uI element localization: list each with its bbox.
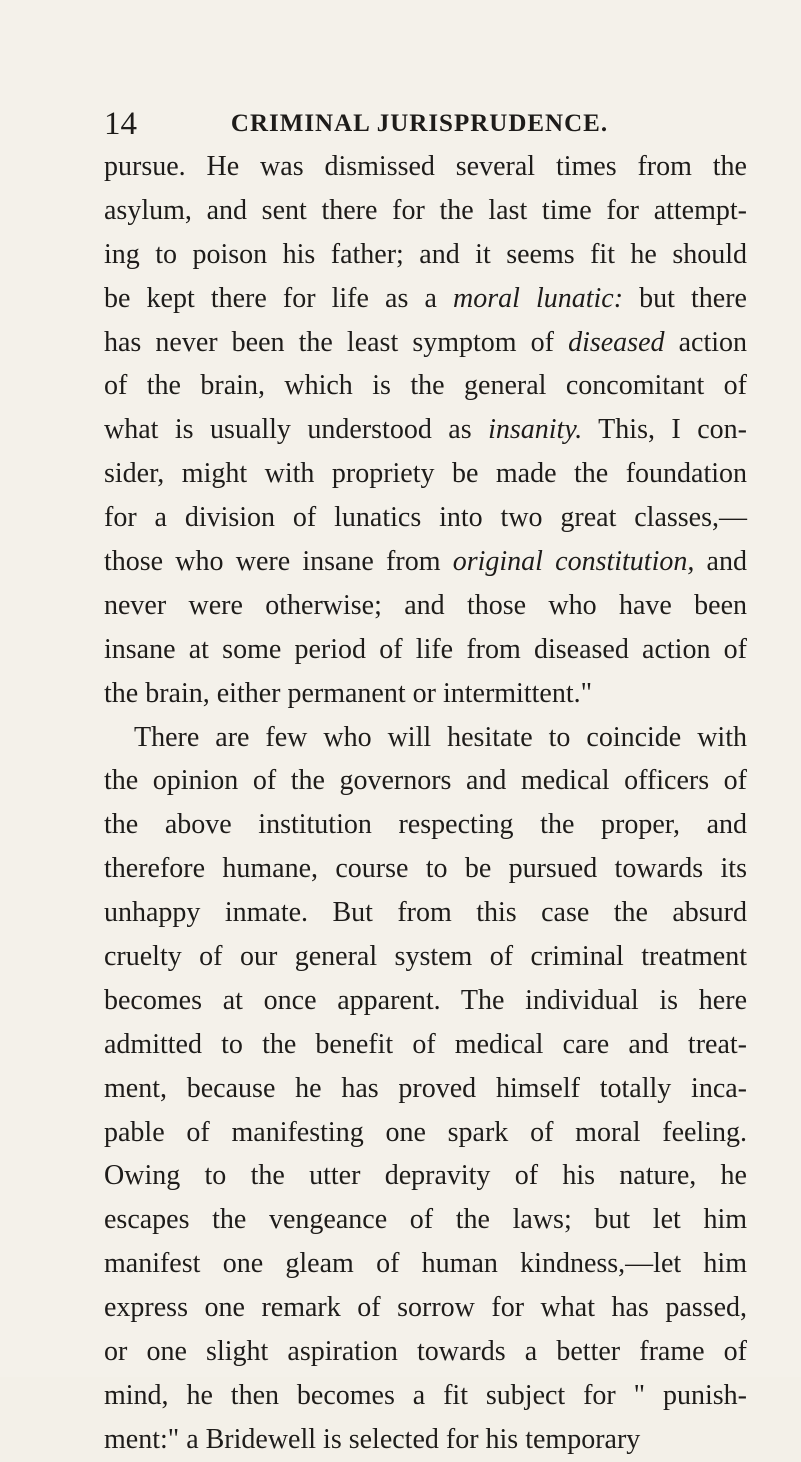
text-line xyxy=(104,540,747,584)
text-line xyxy=(104,233,747,277)
text-run: ing to poison his father; and it seems fit he should xyxy=(104,238,747,270)
text-line xyxy=(104,452,747,496)
text-run: pable of manifesting one spark of moral feeling. xyxy=(104,1116,747,1148)
text-run: what is usually understood as xyxy=(104,414,489,446)
text-line xyxy=(104,145,747,189)
running-head: CRIMINAL JURISPRUDENCE. xyxy=(230,110,609,137)
text-line xyxy=(104,1067,747,1111)
text-line xyxy=(104,891,747,935)
text-run: of the brain, which is the general concomitant of xyxy=(104,370,747,402)
text-run: those who were insane from xyxy=(104,546,453,578)
text-line xyxy=(104,1330,747,1374)
text-line xyxy=(104,847,747,891)
text-run: manifest one gleam of human kindness,—let him xyxy=(104,1248,747,1280)
text-line xyxy=(104,1023,747,1067)
text-line xyxy=(104,979,747,1023)
body-text xyxy=(104,145,747,1462)
text-run: therefore humane, course to be pursued towards its xyxy=(104,853,747,885)
text-run: ment, because he has proved himself totally inca- xyxy=(104,1072,747,1104)
text-run: but there xyxy=(623,282,747,314)
text-run: never were otherwise; and those who have been xyxy=(104,589,747,621)
text-run: becomes at once apparent. The individual is here xyxy=(104,984,747,1016)
text-line xyxy=(104,935,747,979)
text-run: and xyxy=(694,546,747,578)
italic-text: diseased xyxy=(568,326,665,358)
italic-text: original constitution, xyxy=(452,546,695,578)
text-line xyxy=(104,716,747,760)
text-line xyxy=(104,1198,747,1242)
text-run: cruelty of our general system of criminal treatment xyxy=(104,941,747,973)
text-line xyxy=(104,408,747,452)
text-line xyxy=(104,584,747,628)
text-run: the brain, either permanent or intermittent." xyxy=(104,677,593,709)
italic-text: moral lunatic: xyxy=(452,282,624,314)
text-run: be kept there for life as a xyxy=(104,282,453,314)
text-run: There are few who will hesitate to coincide with xyxy=(134,721,747,753)
text-line xyxy=(104,1374,747,1418)
text-line xyxy=(104,1242,747,1286)
page-header xyxy=(0,104,801,144)
text-run: asylum, and sent there for the last time for attempt- xyxy=(104,194,747,226)
text-run: insane at some period of life from diseased action of xyxy=(104,633,747,665)
text-line xyxy=(104,189,747,233)
text-line xyxy=(104,496,747,540)
text-run: escapes the vengeance of the laws; but let him xyxy=(104,1204,747,1236)
text-line xyxy=(104,1111,747,1155)
text-run: unhappy inmate. But from this case the absurd xyxy=(104,897,747,929)
text-line xyxy=(104,803,747,847)
text-run: mind, he then becomes a fit subject for " punish- xyxy=(104,1379,747,1411)
text-run: This, I con- xyxy=(582,414,747,446)
text-line xyxy=(104,628,747,672)
text-run: the opinion of the governors and medical officers of xyxy=(104,765,747,797)
text-line xyxy=(104,321,747,365)
text-run: has never been the least symptom of xyxy=(104,326,569,358)
text-line xyxy=(104,1154,747,1198)
text-run: sider, might with propriety be made the foundation xyxy=(104,458,747,490)
text-run: Owing to the utter depravity of his nature, he xyxy=(104,1160,747,1192)
text-run: for a division of lunatics into two great classes,— xyxy=(104,502,747,534)
text-run: express one remark of sorrow for what has passed, xyxy=(104,1292,747,1324)
text-run: the above institution respecting the proper, and xyxy=(104,809,747,841)
text-line xyxy=(104,1418,747,1462)
text-line xyxy=(104,1286,747,1330)
text-run: ment:" a Bridewell is selected for his temporary xyxy=(104,1423,641,1455)
italic-text: insanity. xyxy=(488,414,583,446)
text-line xyxy=(104,277,747,321)
text-run: pursue. He was dismissed several times from the xyxy=(104,151,747,182)
text-line xyxy=(104,364,747,408)
text-line xyxy=(104,672,747,716)
text-line xyxy=(104,759,747,803)
page-number: 14 xyxy=(104,106,137,142)
text-run: action xyxy=(664,326,748,358)
text-run: admitted to the benefit of medical care and treat- xyxy=(104,1028,747,1060)
text-run: or one slight aspiration towards a better frame of xyxy=(104,1336,747,1368)
